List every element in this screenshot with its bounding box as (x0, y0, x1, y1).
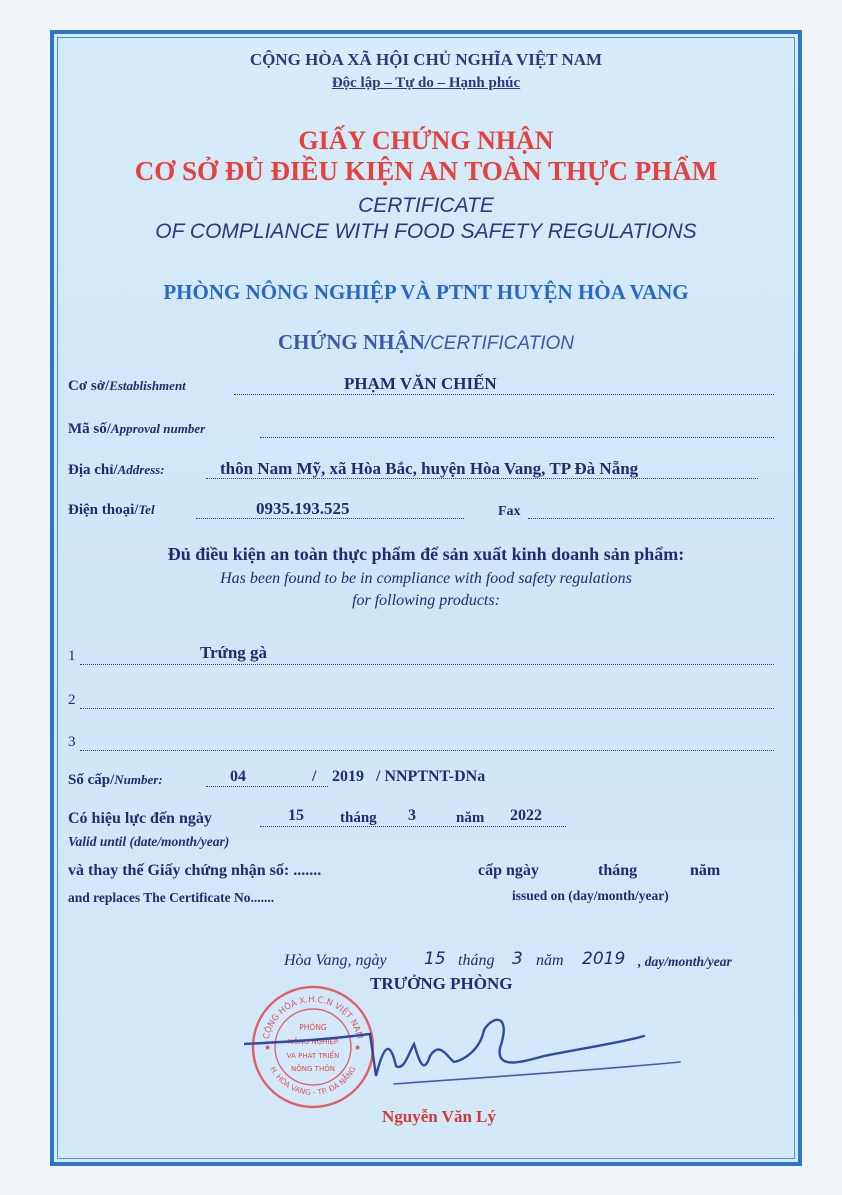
certificate-frame (50, 30, 802, 1166)
signature-stroke (244, 1000, 714, 1100)
replaces-label (68, 862, 321, 880)
certification-vi: CHỨNG NHẬN (278, 330, 425, 354)
signing-place: Hòa Vang, ngày (284, 952, 387, 969)
signing-year: 2019 (582, 949, 626, 969)
validity-month: 3 (408, 807, 416, 824)
number-label (68, 772, 163, 789)
product-name: Trứng gà (200, 643, 268, 662)
signing-day: 15 (424, 949, 446, 969)
title-en-line2: OF COMPLIANCE WITH FOOD SAFETY REGULATIONS (155, 220, 697, 243)
number-label-en: Number: (114, 772, 163, 787)
validity-dots (260, 826, 566, 827)
approval-label-vi: Mã số/ (68, 421, 111, 437)
stamp-line1: PHÒNG (299, 1023, 327, 1032)
tel-label-en: Tel (138, 502, 155, 517)
signing-month-label: tháng (458, 952, 495, 969)
certification-en: /CERTIFICATION (424, 333, 574, 354)
number-label-vi: Số cấp/ (68, 772, 115, 788)
replaces-issued-en: issued on (day/month/year) (512, 888, 669, 903)
title-en-line1: CERTIFICATE (358, 194, 494, 217)
replaces-label-dots: ....... (293, 862, 322, 879)
number-value: 04 (230, 768, 246, 785)
product-number: 3 (68, 734, 76, 750)
motto: Độc lập – Tự do – Hạnh phúc (331, 75, 521, 91)
establishment-label-vi: Cơ sở/ (68, 378, 110, 394)
number-dots (206, 786, 328, 787)
approval-label (68, 421, 205, 438)
certification-heading (54, 330, 798, 355)
product-number: 1 (68, 648, 76, 664)
address-label-vi: Địa chỉ/ (68, 462, 118, 478)
establishment-dots (234, 394, 774, 395)
validity-year-label: năm (456, 810, 485, 826)
validity-month-label: tháng (340, 810, 377, 826)
signer-title: TRƯỞNG PHÒNG (370, 974, 513, 993)
approval-dots (260, 437, 774, 438)
validity-day: 15 (288, 807, 304, 824)
replaces-label-text: và thay thế Giấy chứng nhận số: (68, 862, 290, 879)
replaces-label-en: and replaces The Certificate No....... (68, 890, 275, 905)
fax-label: Fax (498, 504, 521, 519)
issuer-name: PHÒNG NÔNG NGHIỆP VÀ PTNT HUYỆN HÒA VANG (163, 280, 689, 304)
fax-dots (528, 518, 774, 519)
establishment-label-en: Establishment (109, 378, 186, 393)
stamp-line4: NÔNG THÔN (291, 1065, 335, 1073)
address-value: thôn Nam Mỹ, xã Hòa Bắc, huyện Hòa Vang, TP Đà Nẵng (220, 459, 639, 478)
validity-label: Có hiệu lực đến ngày (68, 810, 212, 827)
stamp-star-icon: ★ (264, 1043, 272, 1052)
signature (244, 1000, 714, 1100)
tel-value: 0935.193.525 (256, 499, 350, 518)
compliance-en-line1: Has been found to be in compliance with food safety regulations (220, 570, 632, 587)
replaces-month-label: tháng (598, 862, 638, 879)
title-vi-line1: GIẤY CHỨNG NHẬN (298, 126, 554, 155)
address-label-en: Address: (117, 462, 165, 477)
stamp-line3: VÀ PHÁT TRIỂN (286, 1052, 340, 1060)
replaces-issued-label: cấp ngày (478, 862, 539, 879)
stamp-bottom-text: H. HÒA VANG - TP. ĐÀ NẴNG (268, 1064, 358, 1098)
stamp-outer-text: CỘNG HÒA X.H.C.N VIỆT NAM (261, 994, 365, 1041)
validity-year: 2022 (510, 807, 542, 824)
product-dots (80, 664, 774, 665)
number-sep: / (312, 768, 317, 785)
stamp-star-icon: ★ (354, 1043, 362, 1052)
replaces-year-label: năm (690, 862, 721, 879)
tel-label (68, 502, 155, 519)
signing-month: 3 (512, 949, 523, 969)
signing-suffix: , day/month/year (638, 954, 732, 969)
product-dots (80, 750, 774, 751)
stamp-line2: NÔNG NGHIỆP (287, 1038, 339, 1046)
title-vi-line2: CƠ SỞ ĐỦ ĐIỀU KIỆN AN TOÀN THỰC PHẨM (134, 156, 718, 186)
tel-label-vi: Điện thoại/ (68, 502, 139, 518)
approval-label-en: Approval number (110, 421, 206, 436)
republic-heading: CỘNG HÒA XÃ HỘI CHỦ NGHĨA VIỆT NAM (249, 50, 603, 69)
number-year: 2019 (332, 768, 364, 785)
compliance-en-line2: for following products: (352, 592, 500, 609)
motto-wrap (54, 74, 798, 92)
establishment-value: PHẠM VĂN CHIẾN (344, 374, 497, 393)
address-label (68, 462, 165, 479)
signing-year-label: năm (536, 952, 564, 969)
validity-label-en: Valid until (date/month/year) (68, 834, 230, 849)
product-number: 2 (68, 692, 76, 708)
product-dots (80, 708, 774, 709)
compliance-vi: Đủ điều kiện an toàn thực phẩm để sản xuất kinh doanh sản phẩm: (167, 544, 685, 564)
establishment-label (68, 378, 186, 395)
number-suffix: / NNPTNT-DNa (376, 768, 486, 785)
signer-name: Nguyễn Văn Lý (382, 1107, 496, 1126)
